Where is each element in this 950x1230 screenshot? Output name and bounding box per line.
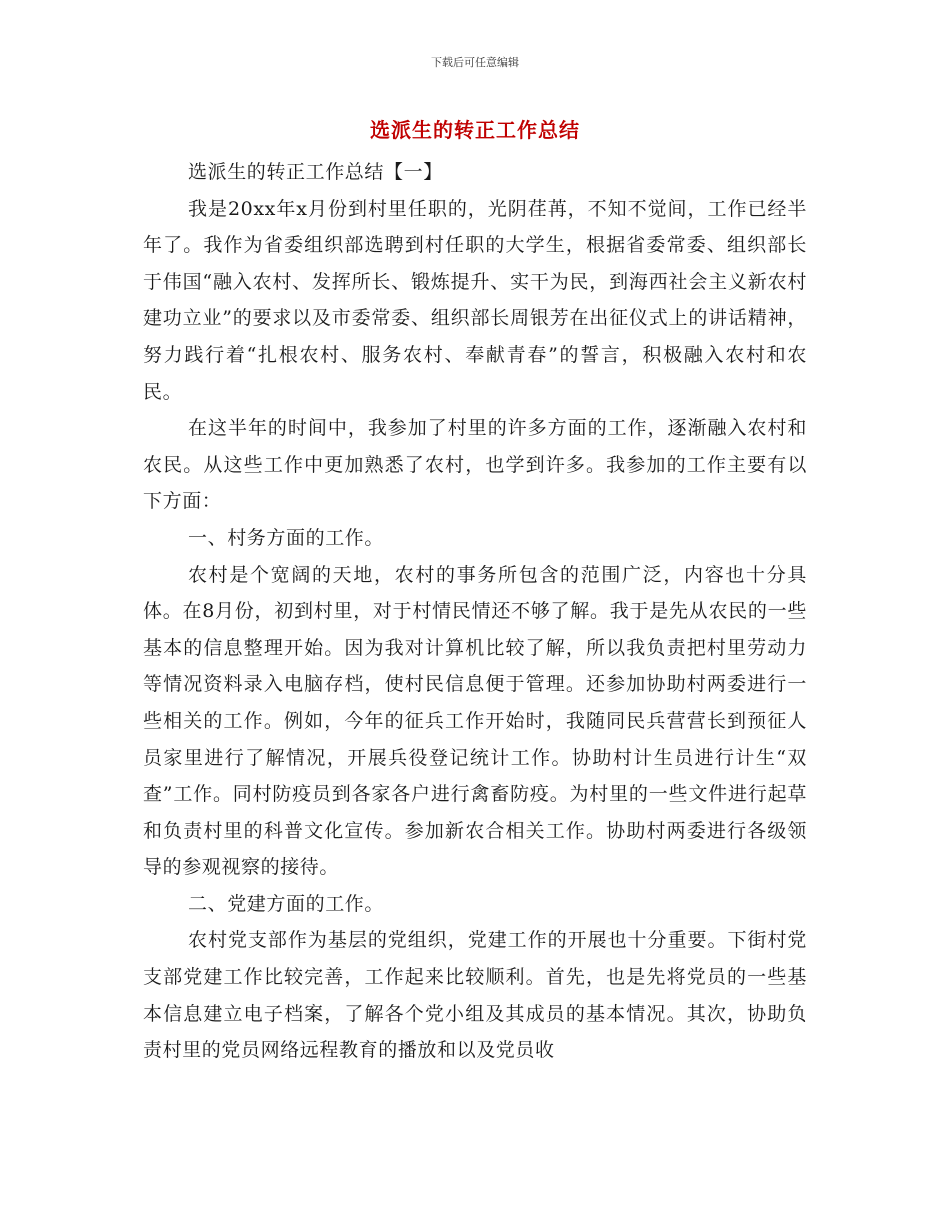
document-title: 选派生的转正工作总结 [370, 118, 580, 142]
subheading-village-affairs: 一、村务方面的工作。 [188, 526, 385, 549]
document-body [143, 154, 807, 1069]
paragraph-introduction: 我是20xx年x月份到村里任职的，光阴荏苒，不知不觉间，工作已经半年了。我作为省委组织部选聘到村任职的大学生，根据省委常委、组织部长于伟国“融入农村、发挥所长、锻炼提升、实干为民，到海西社会主义新农村建功立业”的要求以及市委常委、组织部长周银芳在出征仪式上的讲话精神，努力践行着“扎根农村、服务农村、奉献青春”的誓言，积极融入农村和农民。 [143, 197, 807, 403]
page-header-note: 下载后可任意编辑 [431, 56, 519, 69]
subheading-party-building: 二、党建方面的工作。 [188, 892, 385, 915]
paragraph-village-affairs: 农村是个宽阔的天地，农村的事务所包含的范围广泛，内容也十分具体。在8月份，初到村里，对于村情民情还不够了解。我于是先从农民的一些基本的信息整理开始。因为我对计算机比较了解，所以我负责把村里劳动力等情况资料录入电脑存档，使村民信息便于管理。还参加协助村两委进行一些相关的工作。例如，今年的征兵工作开始时，我随同民兵营营长到预征人员家里进行了解情况，开展兵役登记统计工作。协助村计生员进行计生“双查”工作。同村防疫员到各家各户进行禽畜防疫。为村里的一些文件进行起草和负责村里的科普文化宣传。参加新农合相关工作。协助村两委进行各级领导的参观视察的接待。 [143, 563, 807, 879]
paragraph-party-building: 农村党支部作为基层的党组织，党建工作的开展也十分重要。下街村党支部党建工作比较完善，工作起来比较顺利。首先，也是先将党员的一些基本信息建立电子档案，了解各个党小组及其成员的基本情况。其次，协助负责村里的党员网络远程教育的播放和以及党员收 [143, 929, 807, 1062]
paragraph-overview: 在这半年的时间中，我参加了村里的许多方面的工作，逐渐融入农村和农民。从这些工作中更加熟悉了农村，也学到许多。我参加的工作主要有以下方面： [143, 417, 807, 513]
section-heading-part-one: 选派生的转正工作总结【一】 [188, 161, 443, 183]
